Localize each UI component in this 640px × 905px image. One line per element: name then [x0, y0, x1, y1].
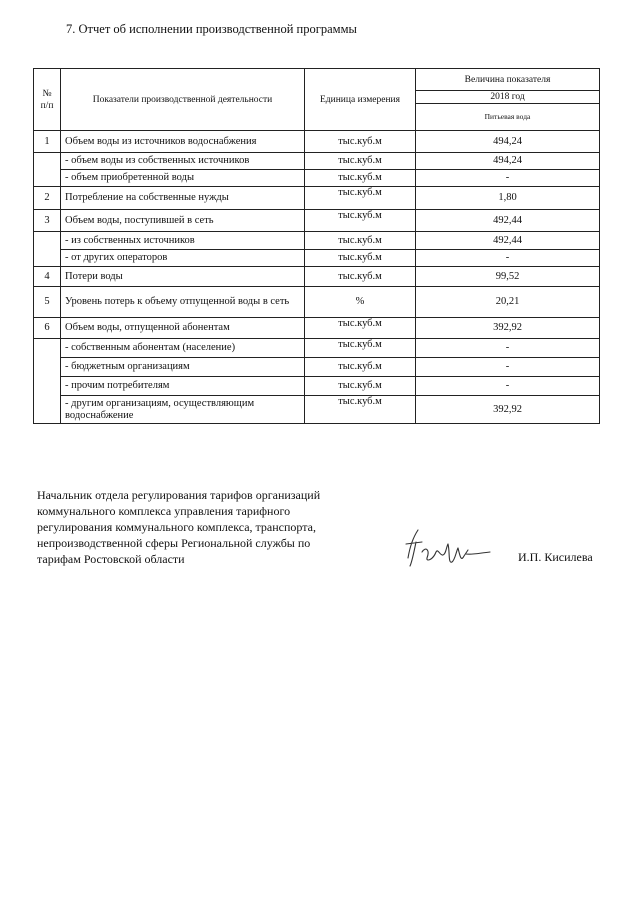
table-row: [34, 250, 600, 267]
row-indicator: - собственным абонентам (население): [61, 339, 305, 358]
row-unit: тыс.куб.м: [305, 170, 416, 187]
row-unit: тыс.куб.м: [305, 131, 416, 153]
row-unit: тыс.куб.м: [305, 210, 416, 232]
table-row: [34, 318, 600, 339]
table-row: [34, 187, 600, 210]
signatory-line: коммунального комплекса управления тарифного: [37, 504, 291, 518]
row-value: -: [416, 358, 600, 377]
row-indicator: Уровень потерь к объему отпущенной воды в сеть: [61, 287, 305, 318]
header-value-group: Величина показателя: [416, 69, 600, 91]
header-unit: Единица измерения: [305, 69, 416, 131]
row-value: 392,92: [416, 318, 600, 339]
row-value: 1,80: [416, 187, 600, 210]
table-row: [34, 377, 600, 396]
row-value: 494,24: [416, 153, 600, 170]
row-unit: тыс.куб.м: [305, 153, 416, 170]
row-unit: тыс.куб.м: [305, 396, 416, 424]
signatory-line: тарифам Ростовской области: [37, 552, 185, 566]
row-indicator: - бюджетным организациям: [61, 358, 305, 377]
row-indicator: - объем приобретенной воды: [61, 170, 305, 187]
row-unit: тыс.куб.м: [305, 187, 416, 210]
table-row: [34, 287, 600, 318]
signatory-position: [37, 487, 367, 567]
signatory-line: регулирования коммунального комплекса, транспорта,: [37, 520, 316, 534]
table-row: [34, 131, 600, 153]
signatory-line: Начальник отдела регулирования тарифов организаций: [37, 488, 321, 502]
table-row: [34, 170, 600, 187]
row-num: [34, 232, 61, 267]
page-title: 7. Отчет об исполнении производственной программы: [66, 22, 357, 36]
row-indicator: - от других операторов: [61, 250, 305, 267]
header-water-type: Питьевая вода: [416, 104, 600, 131]
handwritten-signature: [400, 522, 495, 575]
row-num: [34, 153, 61, 187]
row-indicator: Потребление на собственные нужды: [61, 187, 305, 210]
row-indicator: Объем воды из источников водоснабжения: [61, 131, 305, 153]
row-unit: тыс.куб.м: [305, 377, 416, 396]
signer-name: И.П. Кисилева: [518, 550, 593, 564]
row-value: 99,52: [416, 267, 600, 287]
row-value: 494,24: [416, 131, 600, 153]
row-unit: тыс.куб.м: [305, 339, 416, 358]
row-value: 392,92: [416, 396, 600, 424]
table-row: [34, 210, 600, 232]
header-indicators: Показатели производственной деятельности: [61, 69, 305, 131]
row-value: 492,44: [416, 232, 600, 250]
row-indicator: - объем воды из собственных источников: [61, 153, 305, 170]
row-unit: тыс.куб.м: [305, 358, 416, 377]
row-indicator: - другим организациям, осуществляющим водоснабжение: [61, 396, 305, 424]
row-num: 5: [34, 287, 61, 318]
row-unit: тыс.куб.м: [305, 250, 416, 267]
production-program-table: [33, 68, 600, 424]
row-num: 1: [34, 131, 61, 153]
row-num: [34, 339, 61, 424]
signatory-line: непроизводственной сферы Региональной службы по: [37, 536, 311, 550]
table-row: [34, 358, 600, 377]
row-indicator: Объем воды, отпущенной абонентам: [61, 318, 305, 339]
row-num: 6: [34, 318, 61, 339]
header-year: 2018 год: [416, 91, 600, 104]
table-row: [34, 267, 600, 287]
table-row: [34, 396, 600, 424]
row-unit: %: [305, 287, 416, 318]
table-row: [34, 232, 600, 250]
row-num: 2: [34, 187, 61, 210]
row-value: 492,44: [416, 210, 600, 232]
row-value: -: [416, 377, 600, 396]
row-num: 4: [34, 267, 61, 287]
row-unit: тыс.куб.м: [305, 318, 416, 339]
table-row: [34, 153, 600, 170]
row-value: 20,21: [416, 287, 600, 318]
header-num: № п/п: [34, 69, 61, 131]
row-indicator: - прочим потребителям: [61, 377, 305, 396]
row-value: -: [416, 250, 600, 267]
row-indicator: - из собственных источников: [61, 232, 305, 250]
row-indicator: Потери воды: [61, 267, 305, 287]
row-value: -: [416, 170, 600, 187]
row-indicator: Объем воды, поступившей в сеть: [61, 210, 305, 232]
row-unit: тыс.куб.м: [305, 267, 416, 287]
row-unit: тыс.куб.м: [305, 232, 416, 250]
table-row: [34, 339, 600, 358]
row-value: -: [416, 339, 600, 358]
row-num: 3: [34, 210, 61, 232]
